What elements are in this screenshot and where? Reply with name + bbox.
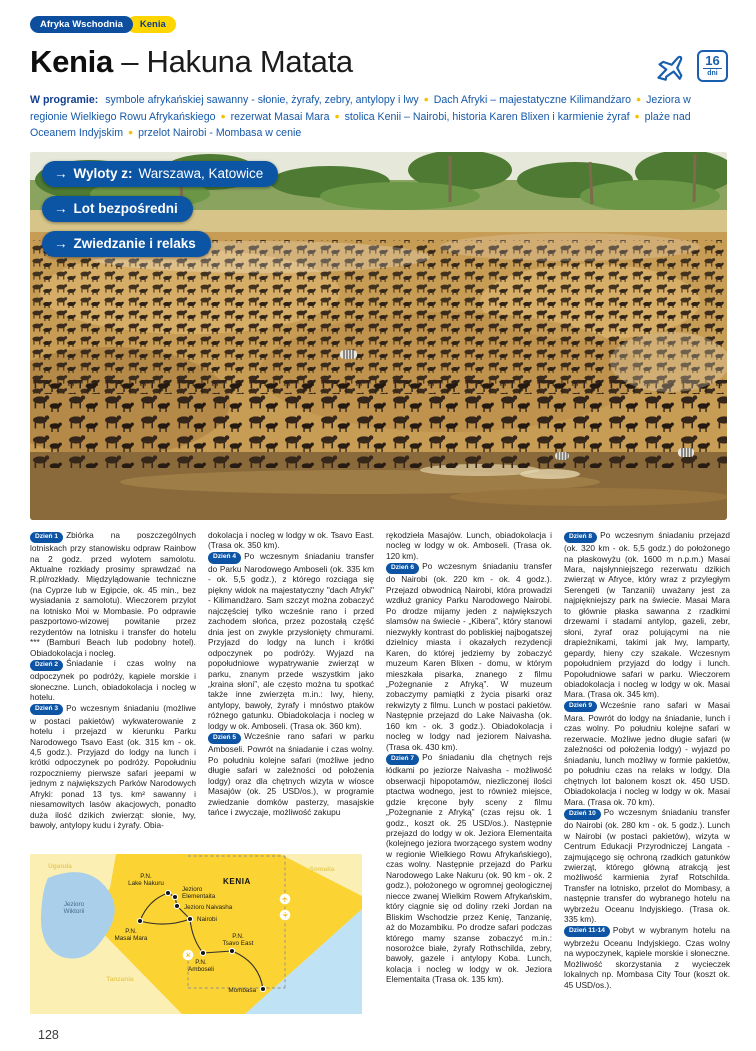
bullet-icon: ● <box>127 127 134 137</box>
day-badge: Dzień 7 <box>386 754 419 765</box>
itinerary-text: rękodzieła Masajów. Lunch, obiadokolacja i nocleg w lodgy w ok. Amboseli. (Trasa ok. 120 km). <box>386 530 552 561</box>
trip-days-unit: dni <box>703 68 722 78</box>
feature-pill <box>42 161 278 187</box>
trip-days-number: 16 <box>705 53 720 68</box>
day-badge: Dzień 2 <box>30 660 63 671</box>
bullet-icon: ● <box>635 94 642 104</box>
trip-meta <box>653 50 728 84</box>
map-country-label: Uganda <box>48 863 72 870</box>
program-item-text: symbole afrykańskiej sawanny - słonie, żyrafy, zebry, antylopy i lwy <box>105 94 419 106</box>
itinerary-segment <box>30 703 196 831</box>
itinerary <box>30 530 732 1014</box>
day-badge: Dzień 9 <box>564 701 597 712</box>
itinerary-column-2 <box>208 530 374 846</box>
itinerary-segment <box>208 551 374 731</box>
itinerary-text: Wcześnie rano safari w parku Amboseli. Powrót na śniadanie i czas wolny. Po południu kolejne safari (możliwe jedno długie safari w zależności od położenia lodgy) oraz dla chętnych wizyta w wiosce Masajów (ok. 25 USD/os.), w programie zwiedzanie domków pasterzy, masajskie tańce i zwyczaje, możliwość zakupu <box>208 731 374 818</box>
feature-pill-label: Wyloty z: <box>73 166 133 181</box>
day-badge: Dzień 4 <box>208 552 241 563</box>
itinerary-segment <box>386 561 552 752</box>
program-summary <box>30 92 730 142</box>
itinerary-text: Po wczesnym śniadaniu (możliwe w postaci pakietów) wykwaterowanie z hotelu i przejazd w kierunku Parku Narodowego Tsavo East (ok. 315 km - ok. 4,5 godz.). Przyjazd do lodgy na lunch i krótki odpoczynek po podróży. Popołudniu rozpoczniemy pierwsze safari jeepami w jednym z największych Parków Narodowych Afryki: ponad 13 tys. km² sawanny i niesamowitych lasów akacjowych, ponadto duża ilość dzikich zwierząt: słonie, lwy, bawoły, antylopy kudu i żyrafy. Obia- <box>30 702 196 831</box>
region-tag: Afryka Wschodnia <box>30 16 133 33</box>
day-badge: Dzień 11-14 <box>564 926 610 937</box>
map-place-label-tsavo-east: Tsavo East <box>222 940 254 947</box>
program-item-text: stolica Kenii – Nairobi, historia Karen Blixen i karmienie żyraf <box>344 110 630 123</box>
program-item-text: przelot Nairobi - Mombasa w cenie <box>138 127 302 139</box>
map-place-dot-mombasa <box>260 986 265 991</box>
kenya-route-map <box>30 854 362 1014</box>
bullet-icon: ● <box>334 110 340 121</box>
itinerary-segment <box>386 530 552 561</box>
map-place-dot-amboseli <box>200 950 205 955</box>
itinerary-left-pair <box>30 530 374 1014</box>
itinerary-text: Po wczesnym śniadaniu przejazd (ok. 320 km - ok. 5,5 godz.) do położonego na płaskowyżu (ok. 1600 m n.p.m.) Masai Mara, najsłynniejszego rezerwatu dzikich zwierząt w Afryce, który wraz z przyległym Serengeti (w Tanzanii) uważany jest za najpiękniejszy park na świecie. Masai Mara to głównie płaska sawanna z rzadkimi drzewami i stadami antylop, gazeli, zebr, słoni, żyraf oraz polującymi na nie drapieżnikami, takimi jak lwy, lamparty, gepardy, hieny czy szakale. Wczesnym popołudniem przyjazd do lodgy i lunch. Popołudniowe safari w parku. Wieczorem obiadokolacja i nocleg w lodgy w ok. Masai Mara. (Trasa ok. 345 km). <box>564 530 730 700</box>
itinerary-column-4 <box>564 530 730 1014</box>
itinerary-segment <box>564 925 730 990</box>
itinerary-segment <box>564 807 730 925</box>
map-place-label-amboseli: Amboseli <box>188 966 214 973</box>
bullet-icon: ● <box>423 94 429 104</box>
title-row <box>30 44 728 84</box>
map-place-dot-elementaita <box>172 894 177 899</box>
itinerary-text: Po wczesnym śniadaniu transfer do Parku Narodowego Amboseli (ok. 335 km - ok. 5,5 godz.), z którego rozciąga się piękny widok na majestatyczny "dach Afryki" - Kilimandżaro. Sam szczyt można zobaczyć najczęściej tylko wcześnie rano i przed zachodem słońca, przez pozostałą część dnia jest on zwykle przysłonięty chmurami. Przyjazd do lodgy na lunch i krótki odpoczynek po podróży. Wyjazd na popołudniowe wypatrywanie zwierząt w parku, znanym przede wszystkim jako „kraina słoni”, ale często można tu spotkać także inne zwierzęta m.in.: lwy, hieny, antylopy, bawoły, żyrafy i mnóstwo ptaków różnego gatunku. Obiadokolacja i nocleg w lodgy w ok. Amboseli. (Trasa ok. 360 km). <box>208 550 374 731</box>
map-place-label-lake-nakuru: P.N. <box>140 873 152 880</box>
feature-pill <box>42 231 211 257</box>
map-place-dot-tsavo-east <box>229 948 234 953</box>
map-place-dot-naivasha <box>174 903 179 908</box>
airplane-icon <box>653 50 687 84</box>
feature-pill <box>42 196 193 222</box>
program-item-text: Jeziora w regionie Wielkiego Rowu Afrykańskiego <box>30 94 691 123</box>
page-title-country: Kenia <box>30 44 113 79</box>
map-place-label-nairobi: Nairobi <box>197 916 217 923</box>
map-country-label: Somalia <box>309 866 335 873</box>
day-badge: Dzień 6 <box>386 563 419 574</box>
day-badge: Dzień 3 <box>30 704 63 715</box>
map-flight-plane-icon: ✈ <box>280 895 290 903</box>
itinerary-segment <box>564 700 730 807</box>
hero-photo <box>30 152 727 520</box>
itinerary-segment <box>386 752 552 985</box>
program-item <box>218 111 329 123</box>
map-place-label-elementaita: Jezioro <box>182 886 203 893</box>
route-map-container <box>30 854 374 1014</box>
itinerary-text: Zbiórka na poszczególnych lotniskach przy stanowisku odpraw Rainbow na 2 godz. przed wylotem samolotu. Aktualne rozkłady prosimy sprawdzać na R.pl/rozkłady. Międzylądowanie techniczne (na Cyprze lub w Egipcie, ok. 45 min., bez wysiadania z samolotu). Wieczorem przylot na lotnisko Moi w Mombasie. Po odprawie paszportowo-wizowej powitanie przez rezydentów na lotnisku i transfer do hotelu *** (Bamburi Beach lub podobny hotel). Obiadokolacja i nocleg. <box>30 530 196 658</box>
map-title: KENIA <box>223 877 251 886</box>
itinerary-segment <box>208 731 374 817</box>
map-flight-plane-icon: ✈ <box>280 911 290 919</box>
map-place-label-masai-mara: Masai Mara <box>114 935 148 942</box>
program-item-text: plaże nad Oceanem Indyjskim <box>30 110 691 139</box>
itinerary-segment <box>208 530 374 551</box>
program-item <box>126 127 301 139</box>
feature-pill-label: Zwiedzanie i relaks <box>73 236 196 251</box>
page-title <box>30 44 353 80</box>
itinerary-segment <box>564 530 730 700</box>
map-flight-plane-icon: ✈ <box>182 949 194 961</box>
trip-length-badge <box>697 50 728 82</box>
page-number: 128 <box>38 1028 59 1042</box>
itinerary-text: Po śniadaniu dla chętnych rejs łódkami po jeziorze Naivasha - możliwość obserwacji hipopotamów, niezliczonej ilości ptactwa wodnego, jest to również miejsce, gdzie kręcone były sceny z filmu „Pożegnanie z Afryką” (czas rejsu ok. 1 godz., koszt ok. 25 USD/os.). Następnie przejazd do lodgy w ok. Jeziora Elementaita (kolejnego jeziora tworzącego system wodny w regionie Wielkiego Rowu Afrykańskiego), czas wolny. Następnie przejazd do Parku Narodowego Lake Nakuru (ok. 90 km - ok. 2 godz.), położonego w ogromnej geologicznej niecce zwanej Wielkim Rowem Afrykańskim, który ciągnie się od doliny rzeki Jordan na Bliskim Wschodzie przez Kenię, Tanzanię, aż do Mozambiku. Po drodze safari podczas którego mamy szanse zobaczyć m.in.: nosorożce białe, żyrafy Rothschilda, zebry, bawoły, gazele i antylopy Koba. Lunch, kolacja i nocleg w lodgy w ok. Jeziora Elementaita (Trasa ok. 135 km). <box>386 752 552 985</box>
program-item-text: Dach Afryki – majestatyczne Kilimandżaro <box>433 94 631 106</box>
map-lake-label: Jezioro <box>63 901 85 908</box>
map-place-dot-nairobi <box>187 916 192 921</box>
program-item <box>332 111 629 123</box>
arrow-icon: → <box>54 201 68 216</box>
map-place-label-naivasha: Jezioro Naivasha <box>184 904 233 911</box>
bullet-icon: ● <box>634 110 640 121</box>
itinerary-column-1 <box>30 530 196 846</box>
program-item-text: rezerwat Masai Mara <box>230 110 330 123</box>
itinerary-segment <box>30 658 196 702</box>
map-place-label-tsavo-east: P.N. <box>232 933 244 940</box>
bullet-icon: ● <box>220 110 226 121</box>
page-title-slogan: – Hakuna Matata <box>112 44 353 79</box>
map-place-label-lake-nakuru: Lake Nakuru <box>128 880 164 887</box>
feature-pill-value: Warszawa, Katowice <box>138 166 264 181</box>
map-place-label-amboseli: P.N. <box>195 959 207 966</box>
arrow-icon: → <box>54 236 68 251</box>
itinerary-text: Po wczesnym śniadaniu transfer do Nairobi (ok. 220 km - ok. 4 godz.). Przejazd obwodnicą Nairobi, która prowadzi wzdłuż granicy Parku Narodowego Nairobi. Po drodze mijamy jeden z największych slamsów na świecie - „Kibera”, który stanowi niezwykły kontrast do pobliskiej najbogatszej dzielnicy miasta i okazałych rezydencji Karen, do której jedziemy by zobaczyć muzeum Karen Blixen - domu, w którym mieszkała pisarka, znanego z filmu „Pożegnanie z Afryką”. W muzeum zobaczymy pamiątki z życia pisarki oraz rekwizyty z filmu. Lunch w postaci pakietów. Następnie przejazd do Lake Naivasha (ok. 160 km - ok. 3 godz.). Obiadokolacja i nocleg w lodgy nad jeziorem Naivasha. (Trasa ok. 430 km). <box>386 561 552 752</box>
feature-pill-label: Lot bezpośredni <box>73 201 178 216</box>
country-tag: Kenia <box>127 16 176 33</box>
itinerary-text: Śniadanie i czas wolny na odpoczynek po podróży, kąpiele morskie i słoneczne. Lunch, obiadokolacja i nocleg w hotelu. <box>30 658 196 703</box>
program-item <box>422 94 631 106</box>
day-badge: Dzień 10 <box>564 809 601 820</box>
itinerary-segment <box>30 530 196 658</box>
map-place-label-masai-mara: P.N. <box>125 928 137 935</box>
header-tags <box>30 16 176 33</box>
map-place-label-elementaita: Elementaita <box>182 893 216 900</box>
map-country-label: Tanzania <box>106 976 134 983</box>
itinerary-text: Po wczesnym śniadaniu transfer do Nairobi (ok. 280 km - ok. 5 godz.). Lunch w Nairobi (w postaci pakietów), wizyta w Centrum Edukacji Przyrodniczej Langata - zajmującego się ochroną rzadkich gatunków zwierząt, którego główną atrakcją jest możliwość karmienia żyraf Rotschilda. Transfer na lotnisko, przelot do Mombasy, a następnie transfer do wybranego hotelu na wybrzeżu Oceanu Indyjskiego. (Trasa ok. 335 km). <box>564 807 730 925</box>
map-place-label-mombasa: Mombasa <box>228 987 256 994</box>
day-badge: Dzień 8 <box>564 532 597 543</box>
itinerary-text: dokolacja i nocleg w lodgy w ok. Tsavo East. (Trasa ok. 350 km). <box>208 530 374 551</box>
itinerary-column-3 <box>386 530 552 1014</box>
itinerary-text: Pobyt w wybranym hotelu na wybrzeżu Oceanu Indyjskiego. Czas wolny na wypoczynek, kąpiele morskie i słoneczne. Możliwość skorzystania z wycieczek lokalnych np. Mombasa City Tour (koszt ok. 45 USD/os.). <box>564 924 730 990</box>
program-label: W programie: <box>30 94 99 106</box>
program-item <box>105 94 418 106</box>
day-badge: Dzień 1 <box>30 532 63 543</box>
map-lake-label: Wiktorii <box>63 908 85 915</box>
map-place-dot-lake-nakuru <box>165 890 170 895</box>
arrow-icon: → <box>54 166 68 181</box>
day-badge: Dzień 5 <box>208 733 241 744</box>
hero-feature-pills <box>42 161 278 257</box>
map-place-dot-masai-mara <box>137 918 142 923</box>
itinerary-text: Wcześnie rano safari w Masai Mara. Powrót do lodgy na śniadanie, lunch i czas wolny. Po południu kolejne safari w rezerwacie. Możliwe jedno długie safari (w zależności od położenia lodgy) - wyjazd po śniadaniu, lunch możliwy w formie pakietów, po południu czas na relaks w lodgy. Dla chętnych lot balonem koszt ok. 450 USD. Obiadokolacja i nocleg w lodgy w ok. Masai Mara. (Trasa ok. 70 km). <box>564 699 730 807</box>
